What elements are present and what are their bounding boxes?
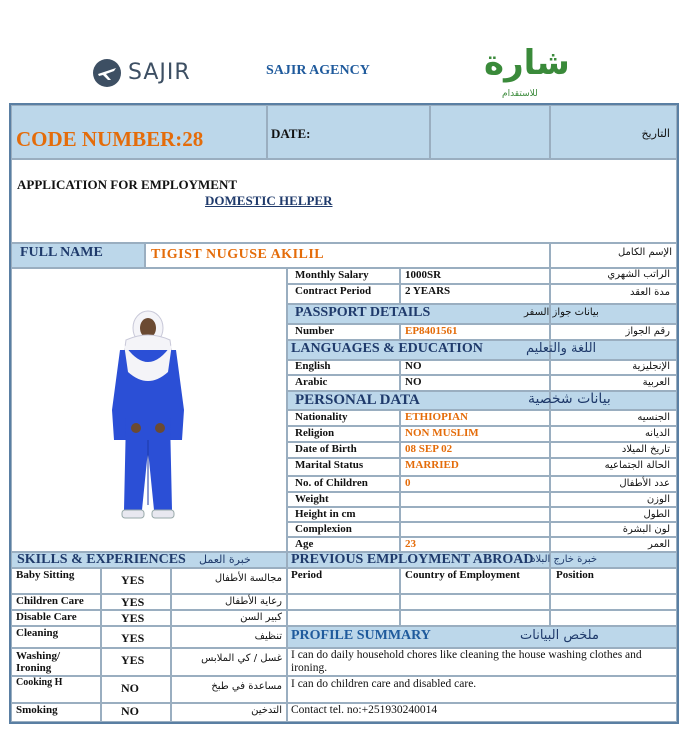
personal-label: Age — [295, 538, 314, 550]
sajir-logo — [92, 56, 202, 90]
full-name-value: TIGIST NUGUSE AKILIL — [151, 247, 325, 262]
personal-arabic: عدد الأطفال — [619, 478, 670, 489]
personal-value: MARRIED — [405, 459, 459, 471]
plane-icon — [92, 58, 122, 88]
previous-title-arabic: خبرة خارج البلاد — [531, 554, 598, 565]
skill-label: Cleaning — [16, 627, 59, 639]
personal-row-value-cell — [400, 507, 550, 522]
skill-label: Baby Sitting — [16, 569, 75, 581]
contract-arabic: الراتب الشهري — [607, 269, 670, 280]
skill-label: Disable Care — [16, 611, 77, 623]
skill-arabic: التدخين — [251, 705, 282, 716]
previous-empty-4 — [287, 610, 400, 626]
personal-arabic: الديانه — [644, 428, 670, 439]
personal-title: PERSONAL DATA — [295, 392, 420, 408]
profile-line3: Contact tel. no:+251930240014 — [291, 704, 438, 716]
personal-arabic: الجنسيه — [637, 412, 670, 423]
previous-col3: Position — [556, 569, 594, 581]
passport-title: PASSPORT DETAILS — [295, 305, 431, 320]
code-number: CODE NUMBER:28 — [16, 127, 204, 151]
date-arabic: التاريخ — [641, 127, 670, 140]
lang-arabic: العربية — [642, 377, 670, 388]
skill-value: YES — [121, 631, 145, 645]
personal-value: NON MUSLIM — [405, 427, 479, 439]
profile-line1: I can do daily household chores like cleaning the house washing clothes and ironing. — [291, 649, 642, 674]
application-cell — [11, 159, 677, 243]
skill-arabic: تنظيف — [254, 631, 282, 642]
languages-title-arabic: اللغة والتعليم — [526, 341, 597, 356]
passport-number-value: EP8401561 — [405, 325, 458, 337]
full-name-arabic: الإسم الكامل — [617, 247, 672, 258]
previous-title: PREVIOUS EMPLOYMENT ABROAD — [291, 552, 534, 567]
personal-value: ETHIOPIAN — [405, 411, 468, 423]
personal-label: Height in cm — [295, 508, 356, 520]
personal-arabic: الحالة الجتماعيه — [604, 460, 670, 471]
skills-title: SKILLS & EXPERIENCES — [17, 552, 186, 567]
personal-value: 0 — [405, 477, 411, 489]
skill-label: Smoking — [16, 704, 58, 716]
application-line2: DOMESTIC HELPER — [205, 193, 333, 208]
personal-row-value-cell — [400, 492, 550, 507]
skill-label: Washing/ Ironing — [16, 650, 61, 674]
personal-value: 08 SEP 02 — [405, 443, 453, 455]
previous-empty-6 — [550, 610, 677, 626]
personal-row-value-cell — [400, 537, 550, 552]
personal-label: Complexion — [295, 523, 352, 535]
contract-value: 1000SR — [405, 269, 442, 281]
skill-value: YES — [121, 611, 145, 625]
personal-label: Weight — [295, 493, 329, 505]
previous-empty-3 — [550, 594, 677, 610]
passport-title-arabic: بيانات جواز السفر — [524, 307, 599, 318]
contract-label: Monthly Salary — [295, 269, 369, 281]
personal-arabic: العمر — [648, 539, 670, 550]
skill-value: YES — [121, 573, 145, 587]
agency-name: SAJIR AGENCY — [266, 63, 370, 78]
lang-label: Arabic — [295, 376, 328, 388]
previous-col1: Period — [291, 569, 323, 581]
date-label: DATE: — [271, 126, 311, 141]
skill-value: NO — [121, 681, 139, 695]
personal-label: Nationality — [295, 411, 348, 423]
lang-row-1-value-cell — [400, 375, 550, 391]
personal-title-arabic: بيانات شخصية — [528, 391, 611, 407]
profile-title-arabic: ملخص البيانات — [520, 628, 599, 643]
languages-title: LANGUAGES & EDUCATION — [291, 341, 483, 356]
lang-value: NO — [405, 360, 422, 372]
lang-label: English — [295, 360, 331, 372]
personal-arabic: تاريخ الميلاد — [621, 444, 670, 455]
skill-value: NO — [121, 704, 139, 718]
application-line1: APPLICATION FOR EMPLOYMENT — [17, 177, 238, 192]
personal-arabic: الوزن — [646, 494, 670, 505]
personal-row-value-cell — [400, 522, 550, 537]
personal-arabic: لون البشرة — [622, 524, 670, 535]
personal-row-value-cell — [400, 476, 550, 492]
skill-value: YES — [121, 653, 145, 667]
skill-arabic: مساعدة في طبخ — [211, 681, 282, 692]
previous-empty-1 — [287, 594, 400, 610]
previous-empty-5 — [400, 610, 550, 626]
contract-arabic: مدة العقد — [630, 287, 670, 298]
lang-row-0-value-cell — [400, 360, 550, 375]
passport-number-arabic: رقم الجواز — [625, 326, 670, 337]
skill-value: YES — [121, 595, 145, 609]
skills-title-arabic: خبرة العمل — [199, 553, 251, 566]
skill-arabic: مجالسة الأطفال — [214, 573, 282, 584]
skill-arabic: كبير السن — [240, 612, 282, 623]
skill-label: Cooking H — [16, 677, 63, 688]
lang-arabic: الإنجليزية — [632, 361, 670, 372]
personal-label: Religion — [295, 427, 335, 439]
passport-number-label: Number — [295, 325, 335, 337]
skill-label: Children Care — [16, 595, 84, 607]
previous-col2: Country of Employment — [405, 569, 520, 581]
previous-empty-2 — [400, 594, 550, 610]
profile-line2: I can do children care and disabled care. — [291, 678, 477, 690]
personal-label: No. of Children — [295, 477, 368, 489]
contract-label: Contract Period — [295, 285, 372, 297]
candidate-photo — [108, 310, 188, 530]
profile-title: PROFILE SUMMARY — [291, 628, 431, 643]
personal-label: Date of Birth — [295, 443, 357, 455]
shara-logo: شارة للاستقدام — [484, 43, 570, 99]
logo-text: SAJIR — [128, 60, 191, 85]
skill-arabic: غسل / كي الملابس — [201, 653, 282, 664]
personal-label: Marital Status — [295, 459, 364, 471]
date-value-cell — [430, 105, 550, 159]
skill-arabic: رعاية الأطفال — [225, 596, 282, 607]
personal-arabic: الطول — [643, 509, 670, 520]
full-name-label: FULL NAME — [20, 245, 103, 260]
personal-value: 23 — [405, 538, 416, 550]
contract-value: 2 YEARS — [405, 285, 451, 297]
lang-value: NO — [405, 376, 422, 388]
